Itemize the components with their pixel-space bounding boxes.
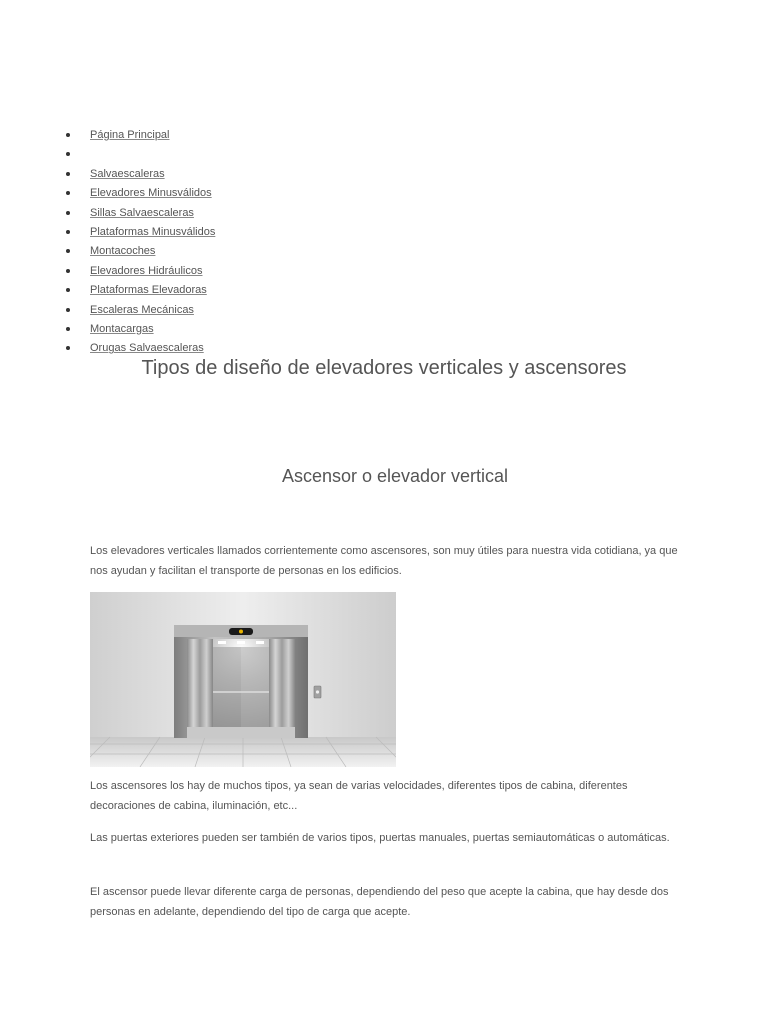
elevator-image	[90, 592, 396, 767]
bullet-icon	[66, 230, 70, 234]
page-title: Tipos de diseño de elevadores verticales y ascensores	[141, 357, 627, 379]
left-door-panel	[187, 639, 213, 738]
bullet-icon	[66, 211, 70, 215]
bullet-icon	[66, 133, 70, 137]
cabin-floor	[187, 727, 295, 738]
nav-item-salvaescaleras	[0, 166, 215, 185]
bullet-icon	[66, 269, 70, 273]
bullet-icon	[66, 152, 70, 156]
nav-menu	[0, 127, 215, 360]
nav-link-plataformas-elevadoras[interactable]: Plataformas Elevadoras	[90, 284, 207, 297]
cabin-back-left	[213, 647, 241, 727]
ceiling-light-center	[237, 641, 245, 644]
nav-item-sillas-salvaescaleras	[0, 205, 215, 224]
ceiling-light-left	[218, 641, 226, 644]
nav-link-elevadores-hidraulicos[interactable]: Elevadores Hidráulicos	[90, 264, 203, 277]
bullet-icon	[66, 308, 70, 312]
bullet-icon	[66, 172, 70, 176]
nav-link-orugas-salvaescaleras[interactable]: Orugas Salvaescaleras	[90, 342, 204, 355]
nav-link-salvaescaleras[interactable]: Salvaescaleras	[90, 167, 165, 180]
nav-item-escaleras-mecanicas	[0, 302, 215, 321]
cabin-back-right	[241, 647, 269, 727]
nav-link-escaleras-mecanicas[interactable]: Escaleras Mecánicas	[90, 303, 194, 316]
nav-link-sillas-salvaescaleras[interactable]: Sillas Salvaescaleras	[90, 206, 194, 219]
bullet-icon	[66, 191, 70, 195]
indicator-light	[239, 630, 243, 634]
nav-item-pagina-principal	[0, 127, 215, 146]
nav-link-montacargas[interactable]: Montacargas	[90, 322, 154, 335]
section-title: Ascensor o elevador vertical	[281, 466, 509, 486]
bullet-icon	[66, 288, 70, 292]
bullet-icon	[66, 249, 70, 253]
paragraph-capacity: El ascensor puede llevar diferente carga de personas, dependiendo del peso que acepte la cabina, que hay desde dos personas en adelante, dependiendo del tipo de carga que acepte.	[90, 886, 669, 918]
nav-item-plataformas-elevadoras	[0, 282, 215, 301]
paragraph-intro: Los elevadores verticales llamados corrientemente como ascensores, son muy útiles para nuestra vida cotidiana, ya que nos ayudan y facilitan el transporte de personas en los edificios.	[90, 545, 678, 577]
nav-item-montacoches	[0, 243, 215, 262]
call-button	[316, 690, 319, 693]
nav-link-elevadores-minusvalidos[interactable]: Elevadores Minusválidos	[90, 187, 212, 200]
nav-item-montacargas	[0, 321, 215, 340]
nav-link-plataformas-minusvalidos[interactable]: Plataformas Minusválidos	[90, 225, 216, 238]
right-door-panel	[269, 639, 295, 738]
ceiling-light-right	[256, 641, 264, 644]
paragraph-doors: Las puertas exteriores pueden ser también de varios tipos, puertas manuales, puertas semiautomáticas o automáticas.	[90, 832, 670, 844]
nav-link-montacoches[interactable]: Montacoches	[90, 245, 156, 258]
bullet-icon	[66, 327, 70, 331]
nav-item-empty	[0, 146, 215, 165]
bullet-icon	[66, 346, 70, 350]
nav-item-elevadores-minusvalidos	[0, 185, 215, 204]
nav-item-plataformas-minusvalidos	[0, 224, 215, 243]
paragraph-types: Los ascensores los hay de muchos tipos, ya sean de varias velocidades, diferentes tipos de cabina, diferentes decoraciones de cabina, iluminación, etc...	[90, 780, 628, 812]
nav-item-elevadores-hidraulicos	[0, 263, 215, 282]
nav-link-pagina-principal[interactable]: Página Principal	[90, 129, 170, 141]
